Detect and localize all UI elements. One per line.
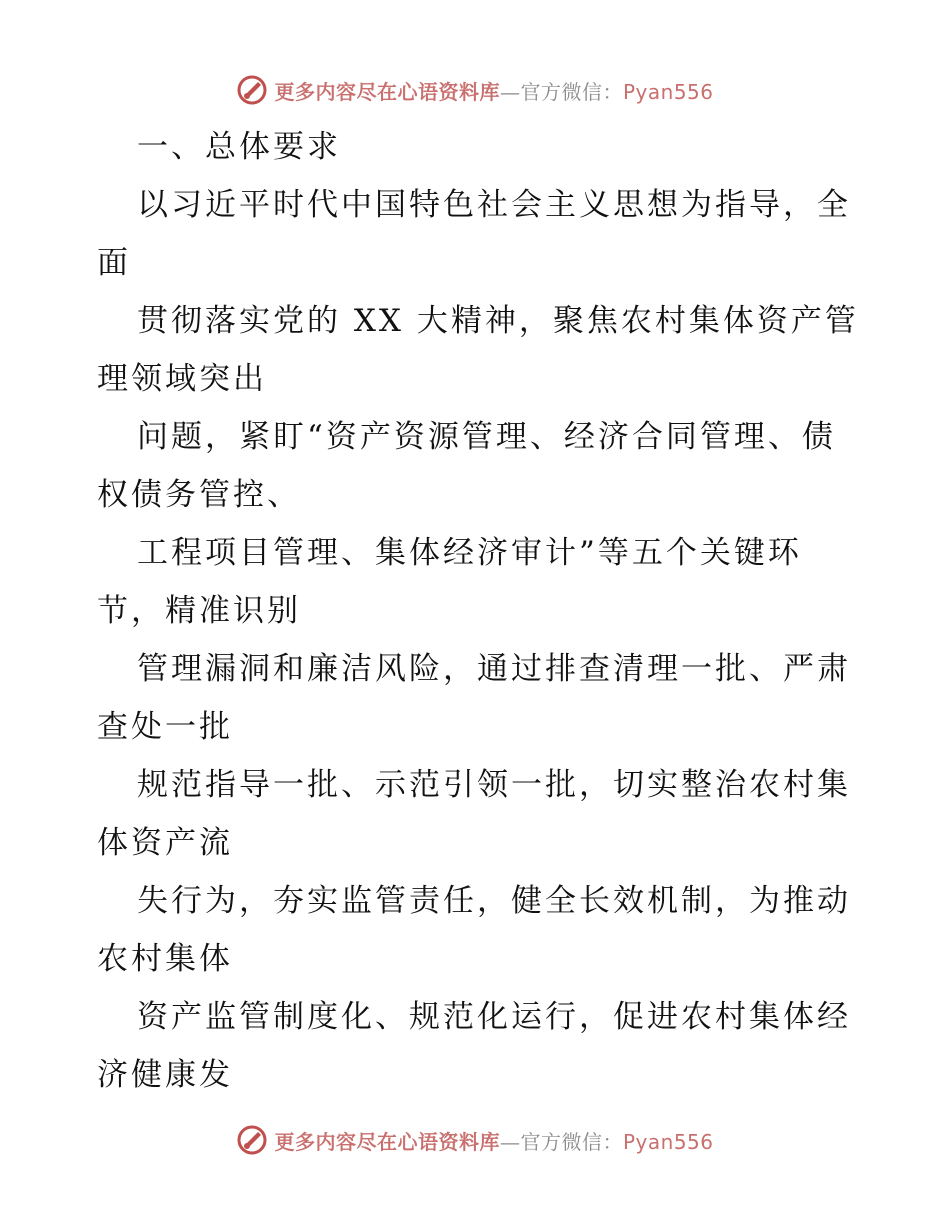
body-line: 失行为，夯实监管责任，健全长效机制，为推动 bbox=[137, 883, 851, 919]
watermark-dash: — bbox=[499, 1129, 521, 1154]
document-body bbox=[97, 118, 857, 1104]
watermark-dash: — bbox=[499, 79, 521, 104]
body-line: 节，精准识别 bbox=[97, 593, 301, 629]
watermark-inner bbox=[236, 74, 713, 106]
body-line: 资产监管制度化、规范化运行，促进农村集体经 bbox=[137, 999, 851, 1035]
brush-seal-logo-icon bbox=[236, 74, 268, 106]
brush-seal-logo-icon bbox=[236, 1124, 268, 1156]
body-line: 查处一批 bbox=[97, 709, 233, 745]
body-line: 管理漏洞和廉洁风险，通过排查清理一批、严肃 bbox=[137, 651, 851, 687]
body-line: 权债务管控、 bbox=[97, 477, 301, 513]
watermark-label: 官方微信： bbox=[520, 1129, 623, 1154]
watermark-text bbox=[274, 76, 713, 105]
watermark-main-text: 更多内容尽在心语资料库 bbox=[274, 79, 500, 104]
body-line: 农村集体 bbox=[97, 941, 233, 977]
body-line: 工程项目管理、集体经济审计”等五个关键环 bbox=[137, 535, 802, 571]
body-line: 以习近平时代中国特色社会主义思想为指导，全 bbox=[137, 187, 851, 223]
body-line: 贯彻落实党的 XX 大精神，聚焦农村集体资产管 bbox=[137, 303, 859, 339]
watermark-main-text: 更多内容尽在心语资料库 bbox=[274, 1129, 500, 1154]
body-line: 理领域突出 bbox=[97, 361, 267, 397]
watermark-inner bbox=[236, 1124, 713, 1156]
body-line: 问题，紧盯“资产资源管理、经济合同管理、债 bbox=[137, 419, 836, 455]
body-line: 济健康发 bbox=[97, 1057, 233, 1093]
header-watermark-banner bbox=[0, 70, 950, 110]
watermark-wechat-id: Pyan556 bbox=[622, 79, 714, 104]
body-line: 规范指导一批、示范引领一批，切实整治农村集 bbox=[137, 767, 851, 803]
footer-watermark-banner bbox=[0, 1120, 950, 1160]
body-line: 一、总体要求 bbox=[137, 129, 341, 165]
watermark-label: 官方微信： bbox=[520, 79, 623, 104]
watermark-text bbox=[274, 1126, 713, 1155]
watermark-wechat-id: Pyan556 bbox=[622, 1129, 714, 1154]
body-line: 体资产流 bbox=[97, 825, 233, 861]
body-line: 面 bbox=[97, 245, 131, 281]
